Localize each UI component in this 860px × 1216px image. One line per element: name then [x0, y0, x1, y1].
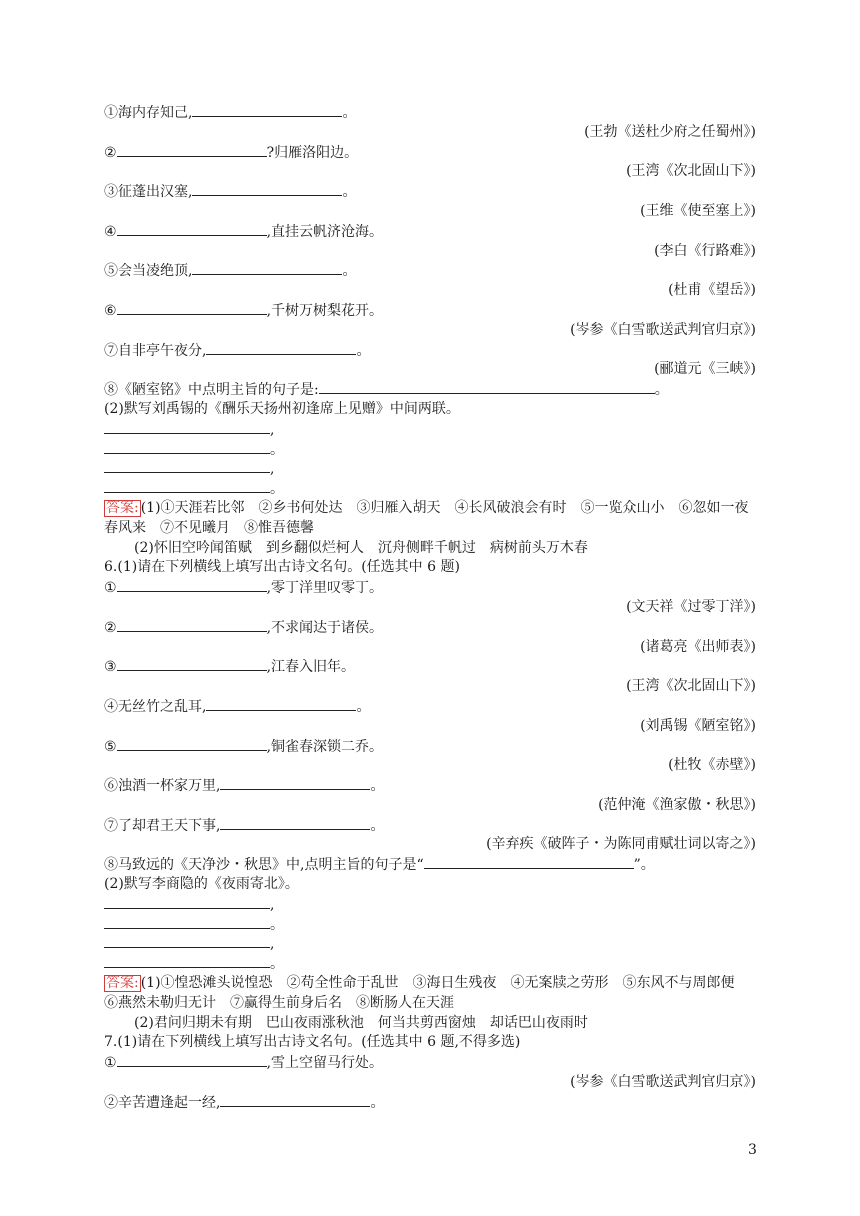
q5-item-5-pre: ⑤会当凌绝顶, [104, 263, 193, 280]
q6-item-6 [104, 776, 756, 816]
q6-item-3-blank[interactable] [117, 657, 267, 671]
q6-recite-blank-4[interactable] [104, 954, 270, 968]
q6-item-3 [104, 657, 756, 697]
q5-item-7 [104, 341, 756, 381]
q5-item-7-blank[interactable] [206, 341, 356, 355]
q5-item-6 [104, 301, 756, 341]
q7-item-1-blank[interactable] [117, 1053, 267, 1067]
q6-answer-part1 [104, 974, 756, 1014]
q5-item-6-blank[interactable] [117, 301, 267, 315]
q5-answer-part1-text: (1)①天涯若比邻 ②乡书何处达 ③归雁入胡天 ④长风破浪会有时 ⑤一览众山小 ⑥忽如一夜春风来 ⑦不见曦月 ⑧惟吾德馨 [104, 499, 749, 536]
q6-item-7-pre: ⑦了却君王天下事, [104, 817, 221, 834]
q7-item-2-pre: ②辛苦遭逢起一经, [104, 1094, 221, 1111]
q6-item-7-post: 。 [370, 817, 385, 834]
q5-item-1-source: (王勃《送杜少府之任蜀州》) [584, 123, 756, 140]
q5-item-3-post: 。 [342, 184, 357, 201]
q5-item-1-post: 。 [342, 105, 357, 121]
q7-title: 7.(1)请在下列横线上填写出古诗文名句。(任选其中 6 题,不得多选) [104, 1034, 521, 1051]
q5-item-6-pre: ⑥ [104, 302, 117, 319]
q5-answer-tag: 答案: [106, 499, 139, 516]
q5-item-4-blank[interactable] [117, 222, 267, 236]
q6-item-6-post: 。 [370, 778, 385, 795]
q6-answer-tag: 答案: [106, 975, 139, 992]
q5-recite-punct-1: , [270, 421, 275, 438]
q5-item-4-pre: ④ [104, 223, 117, 240]
q5-recite-line-2 [104, 440, 756, 460]
q5-item-5-blank[interactable] [192, 261, 342, 275]
q5-recite-blank-3[interactable] [104, 459, 270, 473]
q6-recite-blank-3[interactable] [104, 934, 270, 948]
q5-item-2-pre: ② [104, 144, 117, 161]
q5-item-5 [104, 261, 756, 301]
q6-recite-line-1 [104, 895, 756, 915]
q6-item-2-blank[interactable] [117, 618, 267, 632]
q5-recite-line-4 [104, 479, 756, 499]
q5-recite-line-3 [104, 459, 756, 479]
q6-item-6-blank[interactable] [220, 776, 370, 790]
q6-item-4 [104, 697, 756, 737]
q5-item-6-source: (岑参《白雪歌送武判官归京》) [570, 321, 756, 338]
q6-item-4-blank[interactable] [206, 697, 356, 711]
q6-item-7-source: (辛弃疾《破阵子・为陈同甫赋壮词以寄之》) [486, 836, 756, 853]
q6-item-6-source: (范仲淹《渔家傲・秋思》) [598, 796, 756, 813]
q5-recite-punct-3: , [270, 461, 275, 478]
q6-recite-line-4 [104, 954, 756, 974]
q6-title: 6.(1)请在下列横线上填写出古诗文名句。(任选其中 6 题) [104, 559, 460, 576]
q6-item-1 [104, 578, 756, 618]
q5-item-3-blank[interactable] [192, 182, 342, 196]
q6-item-2-post: ,不求闻达于诸侯。 [266, 619, 384, 636]
q6-item-1-source: (文天祥《过零丁洋》) [626, 598, 756, 615]
q5-item-2-source: (王湾《次北固山下》) [626, 163, 756, 180]
q5-recite-blank-4[interactable] [104, 479, 270, 493]
q6-item-6-pre: ⑥浊酒一杯家万里, [104, 778, 221, 795]
q5-item-8-blank[interactable] [319, 380, 655, 394]
q6-item-8 [104, 855, 756, 875]
q6-item-4-post: 。 [356, 698, 371, 715]
q6-item-8-post: ”。 [633, 857, 655, 874]
q6-recite-line-3 [104, 934, 756, 954]
q6-item-7-blank[interactable] [220, 816, 370, 830]
q6-item-5-pre: ⑤ [104, 738, 117, 755]
q5-item-5-source: (杜甫《望岳》) [668, 282, 756, 299]
q7-item-2-post: 。 [370, 1094, 385, 1111]
q5-item-6-post: ,千树万树梨花开。 [266, 302, 384, 319]
q6-item-1-blank[interactable] [117, 578, 267, 592]
q6-recite-punct-2: 。 [270, 916, 284, 933]
q7-item-2-blank[interactable] [220, 1093, 370, 1107]
q6-recite-punct-3: , [270, 936, 275, 953]
q6-recite-line-2 [104, 915, 756, 935]
q6-item-5-source: (杜牧《赤壁》) [668, 757, 756, 774]
q6-item-2-source: (诸葛亮《出师表》) [640, 638, 756, 655]
q5-recite-line-1 [104, 420, 756, 440]
q5-item-3 [104, 182, 756, 222]
q6-recite-blank-1[interactable] [104, 895, 270, 909]
q5-item-2-blank[interactable] [117, 143, 267, 157]
q5-answer-part1 [104, 499, 756, 539]
page-number: 3 [748, 1142, 757, 1158]
q6-item-3-pre: ③ [104, 659, 117, 676]
q6-recite-blank-2[interactable] [104, 915, 270, 929]
q5-answer-part2: (2)怀旧空吟闻笛赋 到乡翻似烂柯人 沉舟侧畔千帆过 病树前头万木春 [134, 539, 588, 556]
q5-item-7-post: 。 [356, 342, 371, 359]
q6-item-2 [104, 618, 756, 658]
page-content [104, 103, 756, 1113]
q6-item-3-post: ,江春入旧年。 [266, 659, 356, 676]
q5-item-2 [104, 143, 756, 183]
q6-answer-part1-text: (1)①惶恐滩头说惶恐 ②苟全性命于乱世 ③海日生残夜 ④无案牍之劳形 ⑤东风不与周郎便 ⑥燕然未勒归无计 ⑦赢得生前身后名 ⑧断肠人在天涯 [104, 975, 749, 1011]
q5-recite-blank-2[interactable] [104, 440, 270, 454]
q6-item-3-source: (王湾《次北固山下》) [626, 678, 756, 695]
q6-item-4-source: (刘禹锡《陋室铭》) [640, 717, 756, 734]
q6-item-2-pre: ② [104, 619, 117, 636]
q5-item-4-source: (李白《行路难》) [654, 242, 756, 259]
q6-item-1-pre: ① [104, 580, 117, 597]
q5-item-8 [104, 380, 756, 400]
q5-item-1 [104, 103, 756, 143]
q6-recite-punct-1: , [270, 896, 275, 913]
q6-item-8-pre: ⑧马致远的《天净沙・秋思》中,点明主旨的句子是“ [104, 857, 424, 874]
q5-recite-blank-1[interactable] [104, 420, 270, 434]
q7-item-1-pre: ① [104, 1055, 117, 1072]
q6-item-5-post: ,铜雀春深锁二乔。 [266, 738, 384, 755]
q6-item-8-blank[interactable] [424, 855, 634, 869]
q5-item-1-blank[interactable] [192, 103, 342, 117]
q5-item-7-source: (郦道元《三峡》) [654, 361, 756, 378]
q5-item-7-pre: ⑦自非亭午夜分, [104, 342, 207, 359]
q5-item-3-source: (王维《使至塞上》) [640, 202, 756, 219]
q5-item-4-post: ,直挂云帆济沧海。 [266, 223, 384, 240]
q5-recite-punct-4: 。 [270, 481, 284, 498]
q6-item-4-pre: ④无丝竹之乱耳, [104, 698, 207, 715]
q6-answer-part2: (2)君问归期未有期 巴山夜雨涨秋池 何当共剪西窗烛 却话巴山夜雨时 [134, 1014, 588, 1031]
q6-item-5 [104, 737, 756, 777]
q5-recite-punct-2: 。 [270, 441, 284, 458]
q6-recite-punct-4: 。 [270, 956, 284, 973]
q6-part2-prompt: (2)默写李商隐的《夜雨寄北》。 [104, 876, 299, 893]
q5-item-5-post: 。 [342, 263, 357, 280]
q7-item-1-source: (岑参《白雪歌送武判官归京》) [570, 1074, 756, 1091]
q7-item-2 [104, 1093, 756, 1113]
q5-item-8-pre: ⑧《陋室铭》中点明主旨的句子是: [104, 382, 319, 399]
q5-item-3-pre: ③征蓬出汉塞, [104, 184, 193, 201]
q6-item-1-post: ,零丁洋里叹零丁。 [266, 580, 384, 597]
q6-item-7 [104, 816, 756, 856]
q5-item-4 [104, 222, 756, 262]
q7-item-1-post: ,雪上空留马行处。 [266, 1055, 384, 1072]
q5-item-1-pre: ①海内存知己, [104, 105, 193, 121]
q6-item-5-blank[interactable] [117, 737, 267, 751]
q5-item-8-post: 。 [654, 382, 669, 399]
q5-item-2-post: ?归雁洛阳边。 [266, 144, 359, 161]
q5-part2-prompt: (2)默写刘禹锡的《酬乐天扬州初逢席上见赠》中间两联。 [104, 400, 460, 417]
q7-item-1 [104, 1053, 756, 1093]
